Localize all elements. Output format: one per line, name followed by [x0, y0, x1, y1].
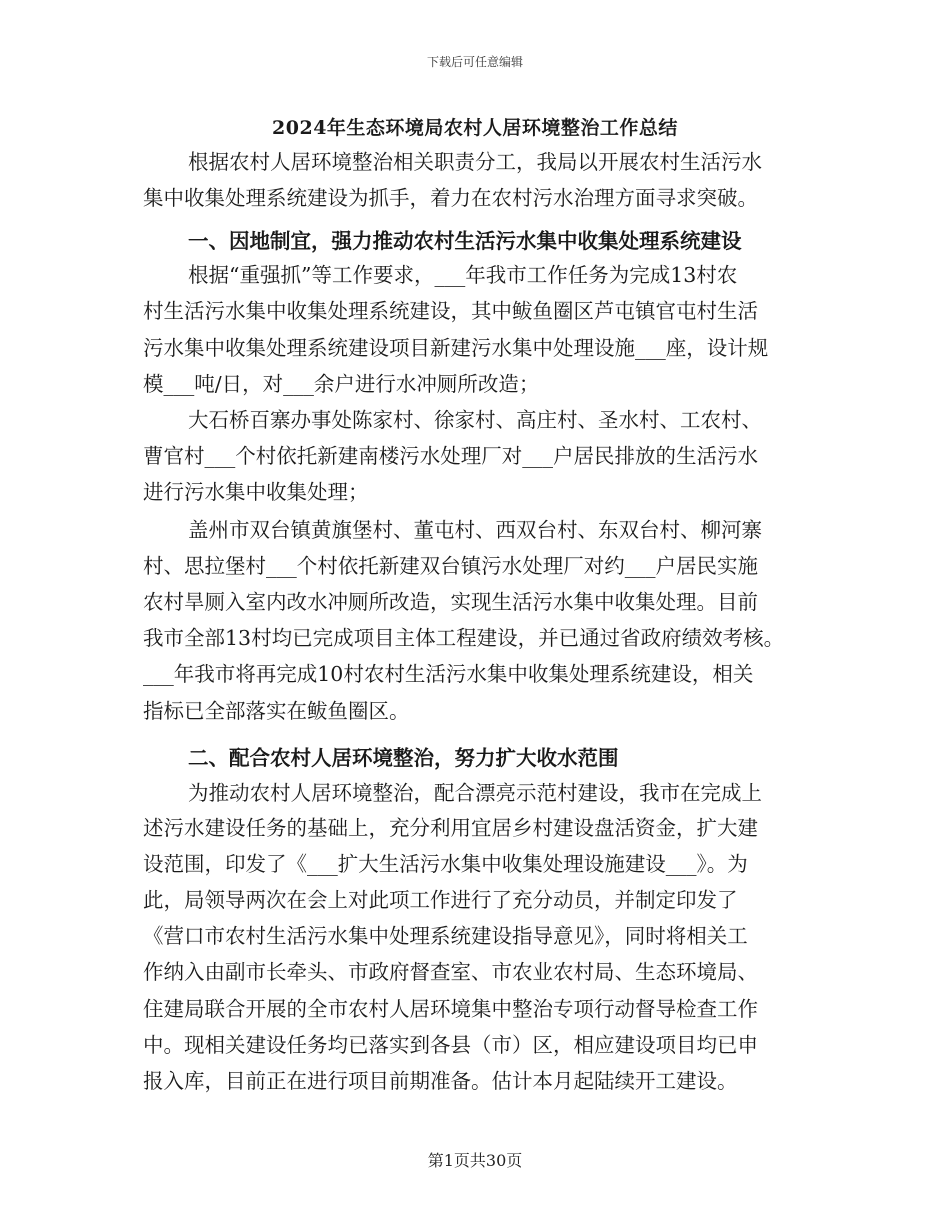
- section-heading-2: 二、配合农村人居环境整治，努力扩大收水范围: [188, 746, 619, 770]
- paragraph-line: 设范围，印发了《___扩大生活污水集中收集处理设施建设___》。为: [143, 852, 748, 876]
- paragraph-line: 根据农村人居环境整治相关职责分工，我局以开展农村生活污水: [188, 150, 762, 174]
- section-heading-1: 一、因地制宜，强力推动农村生活污水集中收集处理系统建设: [188, 229, 742, 253]
- paragraph-line: 村生活污水集中收集处理系统建设，其中鲅鱼圈区芦屯镇官屯村生活: [143, 299, 758, 323]
- header-note: 下载后可任意编辑: [426, 55, 523, 69]
- paragraph-line: 此，局领导两次在会上对此项工作进行了充分动员，并制定印发了: [143, 888, 738, 912]
- paragraph-line: 污水集中收集处理系统建设项目新建污水集中处理设施___座，设计规: [143, 336, 769, 360]
- paragraph-line: 进行污水集中收集处理；: [143, 480, 369, 504]
- paragraph-line: 模___吨/日，对___余户进行水冲厕所改造；: [143, 372, 540, 396]
- paragraph-line: 中。现相关建设任务均已落实到各县（市）区，相应建设项目均已申: [143, 1033, 758, 1057]
- document-title: 2024年生态环境局农村人居环境整治工作总结: [272, 117, 678, 139]
- paragraph-line: 指标已全部落实在鲅鱼圈区。: [143, 699, 410, 723]
- page-footer: 第1页共30页: [427, 1151, 523, 1170]
- paragraph-line: 《营口市农村生活污水集中处理系统建设指导意见》，同时将相关工: [143, 924, 748, 948]
- paragraph-line: 述污水建设任务的基础上，充分利用宜居乡村建设盘活资金，扩大建: [143, 816, 758, 840]
- paragraph-line: 为推动农村人居环境整治，配合漂亮示范村建设，我市在完成上: [188, 781, 762, 805]
- paragraph-line: 大石桥百寨办事处陈家村、徐家村、高庄村、圣水村、工农村、: [188, 408, 762, 432]
- paragraph-line: 村、思拉堡村___个村依托新建双台镇污水处理厂对约___户居民实施: [143, 554, 758, 578]
- paragraph-line: 我市全部13村均已完成项目主体工程建设，并已通过省政府绩效考核。: [143, 626, 785, 650]
- paragraph-line: 根据“重强抓”等工作要求，___年我市工作任务为完成13村农: [188, 263, 738, 287]
- paragraph-line: 农村旱厕入室内改水冲厕所改造，实现生活污水集中收集处理。目前: [143, 590, 758, 614]
- paragraph-line: 住建局联合开展的全市农村人居环境集中整治专项行动督导检查工作: [143, 997, 758, 1021]
- paragraph-line: 报入库，目前正在进行项目前期准备。估计本月起陆续开工建设。: [143, 1069, 738, 1093]
- paragraph-line: 集中收集处理系统建设为抓手，着力在农村污水治理方面寻求突破。: [143, 186, 758, 210]
- paragraph-line: 曹官村___个村依托新建南楼污水处理厂对___户居民排放的生活污水: [143, 444, 758, 468]
- paragraph-line: 盖州市双台镇黄旗堡村、董屯村、西双台村、东双台村、柳河寨: [188, 518, 762, 542]
- paragraph-line: 作纳入由副市长牵头、市政府督查室、市农业农村局、生态环境局、: [143, 960, 758, 984]
- paragraph-line: ___年我市将再完成10村农村生活污水集中收集处理系统建设，相关: [143, 662, 754, 686]
